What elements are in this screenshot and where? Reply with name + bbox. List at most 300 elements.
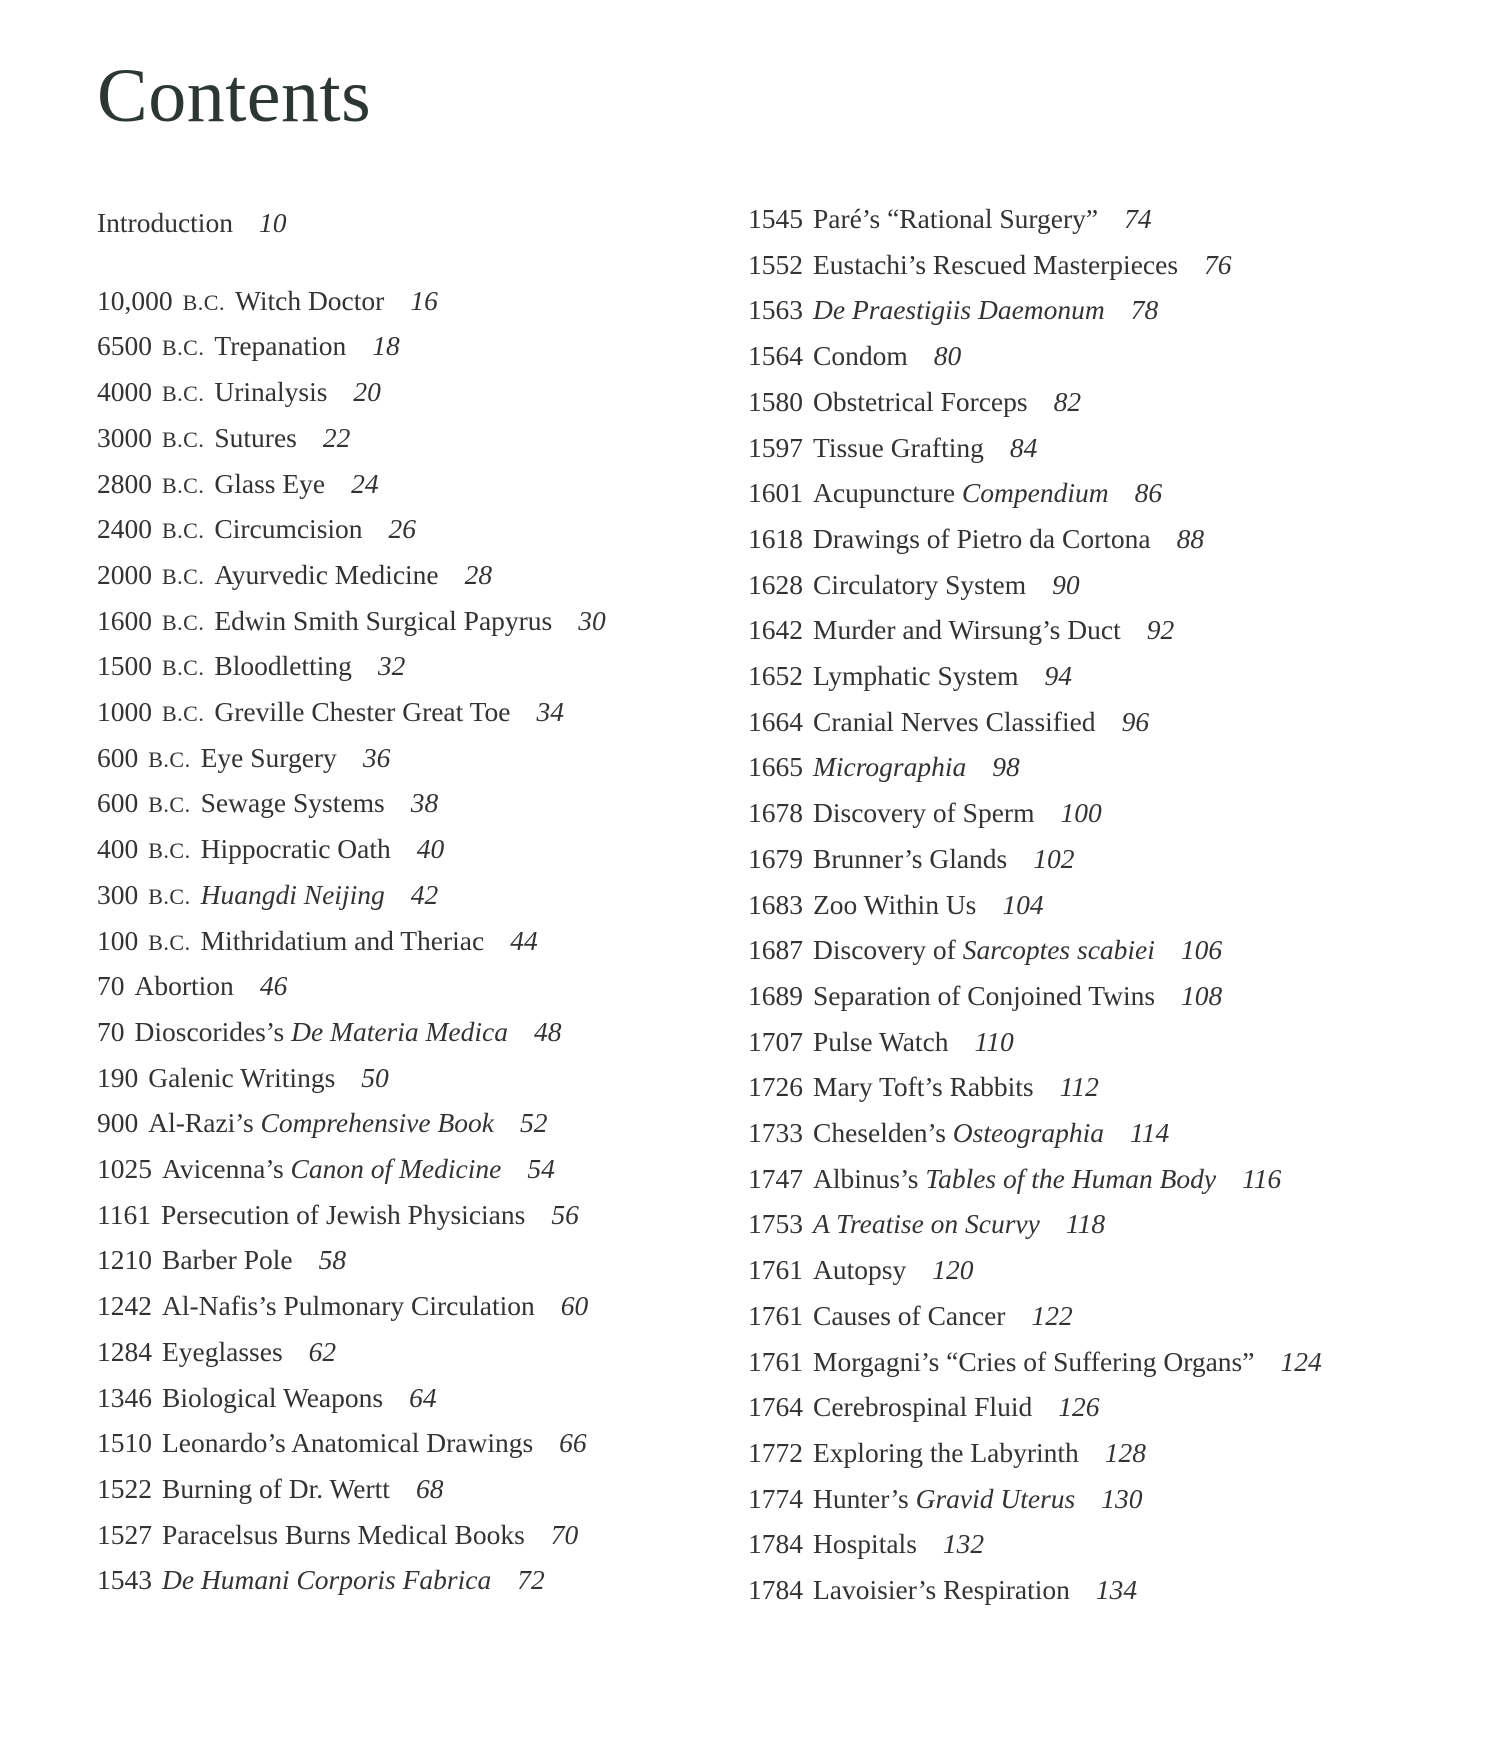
toc-entry-title-segment: Eyeglasses <box>162 1335 283 1367</box>
toc-entry-year: 1600 <box>97 604 152 636</box>
toc-entry-page-number: 66 <box>559 1427 587 1459</box>
toc-entry-title <box>813 843 1007 874</box>
toc-entry-page-number: 52 <box>519 1107 548 1139</box>
toc-entry-year: 1161 <box>97 1198 151 1230</box>
toc-entry-page-number: 44 <box>510 924 538 956</box>
toc-entry-title-segment: Sutures <box>214 421 297 453</box>
toc-entry-title <box>214 559 438 590</box>
toc-entry-title-segment: Morgagni’s “Cries of Suffering Organs” <box>813 1345 1255 1377</box>
toc-entry-title <box>813 477 1109 508</box>
toc-entry-title <box>162 1382 383 1413</box>
toc-entry-year: 1772 <box>748 1436 803 1468</box>
toc-entry-era: B.C. <box>162 426 205 452</box>
toc-entry-page-number: 74 <box>1124 203 1152 234</box>
toc-entry-page-number: 118 <box>1065 1208 1106 1240</box>
toc-entry-era: B.C. <box>182 289 225 315</box>
toc-entry-year: 1284 <box>97 1335 152 1367</box>
toc-entry[interactable] <box>97 467 379 502</box>
toc-entry-title <box>813 1026 949 1057</box>
toc-entry-year: 2000 <box>97 558 152 590</box>
toc-entry-title <box>162 1519 525 1550</box>
toc-entry[interactable] <box>97 652 405 684</box>
toc-entry[interactable] <box>748 522 1205 557</box>
toc-entry-page-number: 94 <box>1044 660 1072 691</box>
toc-entry-title <box>813 432 984 463</box>
toc-entry-page-number: 56 <box>551 1198 579 1230</box>
toc-entry-year: 600 <box>97 787 139 819</box>
toc-entry-title-segment: Lymphatic System <box>813 660 1019 691</box>
toc-entry[interactable] <box>97 332 400 364</box>
toc-entry-year: 1753 <box>748 1208 803 1240</box>
toc-entry-title <box>813 1254 906 1285</box>
toc-entry[interactable] <box>97 698 564 730</box>
toc-entry-title-segment: Tissue Grafting <box>813 431 984 463</box>
toc-entry[interactable] <box>748 1482 1143 1517</box>
toc-entry-title-segment: De Materia Medica <box>291 1015 508 1047</box>
toc-entry-page-number: 38 <box>410 787 439 819</box>
toc-entry-page-number: 70 <box>550 1518 579 1550</box>
toc-entry-year: 1761 <box>748 1299 803 1331</box>
toc-entry-title-segment: Pulse Watch <box>813 1025 949 1057</box>
toc-entry-title-segment: Witch Doctor <box>234 284 385 316</box>
toc-entry-page-number: 22 <box>322 421 351 453</box>
toc-entry-year: 10,000 <box>97 284 173 316</box>
toc-entry-page-number: 80 <box>933 340 962 372</box>
toc-entry[interactable] <box>748 1025 1014 1060</box>
toc-entry-year: 2800 <box>97 467 152 499</box>
toc-entry[interactable] <box>748 296 1158 328</box>
toc-entry[interactable] <box>748 842 1075 877</box>
toc-entry-page-number: 96 <box>1121 705 1150 737</box>
toc-entry-title-segment: Mary Toft’s Rabbits <box>813 1071 1034 1103</box>
toc-entry[interactable] <box>97 878 439 913</box>
toc-entry[interactable] <box>97 835 444 867</box>
toc-entry-title <box>813 523 1151 554</box>
toc-entry[interactable] <box>97 1335 337 1370</box>
toc-entry[interactable] <box>97 972 287 1004</box>
toc-entry[interactable] <box>748 705 1150 740</box>
toc-entry-page-number: 98 <box>992 751 1020 783</box>
toc-entry-title <box>201 833 391 864</box>
toc-entry-year: 1564 <box>748 340 803 372</box>
toc-entry-era: B.C. <box>148 929 191 955</box>
toc-entry-title <box>135 970 234 1001</box>
toc-entry-page-number: 90 <box>1052 568 1080 600</box>
toc-entry-title-segment: Compendium <box>961 477 1109 509</box>
toc-entry[interactable] <box>748 1256 973 1288</box>
toc-entry-title-segment: Mithridatium and Theriac <box>200 924 485 956</box>
toc-entry-year: 100 <box>97 924 139 956</box>
toc-entry-title-segment: Barber Pole <box>162 1244 293 1276</box>
toc-entry-year: 1545 <box>748 203 803 234</box>
toc-entry-title <box>813 340 908 371</box>
toc-entry[interactable] <box>97 1429 587 1461</box>
toc-entry-year: 1642 <box>748 614 803 646</box>
toc-entry-title <box>161 1199 525 1230</box>
toc-entry-title-segment: Separation of Conjoined Twins <box>813 979 1156 1011</box>
toc-entry[interactable] <box>748 616 1174 648</box>
toc-entry-title <box>162 1427 533 1458</box>
toc-entry[interactable] <box>97 1198 579 1233</box>
toc-entry-title <box>813 1483 1075 1514</box>
toc-entry-year: 1687 <box>748 934 803 966</box>
toc-entry[interactable] <box>748 1119 1169 1151</box>
toc-entry-page-number: 54 <box>527 1153 555 1184</box>
toc-entry-year: 1664 <box>748 705 803 737</box>
toc-entry-title <box>813 660 1018 691</box>
toc-entry[interactable] <box>748 1210 1105 1242</box>
toc-entry-year: 1601 <box>748 477 803 509</box>
toc-entry-title-segment: Discovery of Sperm <box>813 797 1035 829</box>
toc-entry-title-segment: Biological Weapons <box>162 1381 384 1413</box>
toc-entry[interactable] <box>97 604 606 639</box>
toc-entry-title-segment: Eustachi’s Rescued Masterpieces <box>813 248 1179 280</box>
toc-entry-year: 1000 <box>97 696 152 727</box>
toc-entry-title-segment: Abortion <box>134 970 234 1002</box>
toc-entry-page-number: 58 <box>318 1244 347 1276</box>
toc-entry-year: 1242 <box>97 1290 152 1322</box>
toc-entry-title <box>162 1564 491 1595</box>
toc-entry-page-number: 28 <box>464 558 493 590</box>
toc-entry-title-segment: Cranial Nerves Classified <box>813 705 1096 737</box>
toc-entry-title-segment: Discovery of <box>813 934 963 966</box>
toc-entry[interactable] <box>97 284 438 319</box>
toc-entry-page-number: 116 <box>1242 1162 1282 1194</box>
toc-entry-page-number: 24 <box>351 467 379 499</box>
toc-entry-title-segment: Osteographia <box>952 1117 1105 1148</box>
toc-entry-page-number: 122 <box>1031 1299 1073 1331</box>
toc-entry[interactable] <box>748 385 1082 420</box>
toc-entry[interactable] <box>748 205 1152 237</box>
toc-entry-title <box>201 879 385 910</box>
toc-entry-page-number: 68 <box>415 1472 444 1504</box>
toc-entry[interactable] <box>748 1393 1099 1425</box>
toc-entry-title <box>813 797 1034 828</box>
toc-entry-title-segment: Autopsy <box>813 1254 907 1286</box>
toc-entry-year: 1025 <box>97 1153 152 1184</box>
toc-entry[interactable] <box>748 1073 1099 1105</box>
toc-entry-title-segment: Edwin Smith Surgical Papyrus <box>214 604 553 636</box>
toc-entry[interactable] <box>748 1299 1073 1334</box>
toc-entry-page-number: 110 <box>974 1025 1014 1057</box>
toc-entry-page-number: 92 <box>1146 614 1175 646</box>
toc-entry-year: 1543 <box>97 1564 152 1596</box>
toc-entry[interactable] <box>97 421 351 456</box>
toc-entry-title <box>135 1016 508 1047</box>
toc-entry-page-number: 16 <box>410 284 438 316</box>
toc-entry-title <box>813 706 1096 737</box>
toc-entry-era: B.C. <box>148 746 191 772</box>
toc-entry-year: 1597 <box>748 431 803 463</box>
toc-entry[interactable] <box>748 1530 984 1562</box>
toc-entry-title-segment: Introduction <box>97 207 233 238</box>
toc-entry[interactable] <box>97 558 493 593</box>
toc-entry-year: 6500 <box>97 330 152 362</box>
toc-entry-title-segment: Circulatory System <box>813 568 1027 600</box>
toc-entry-year: 2400 <box>97 513 152 545</box>
toc-entry-year: 1563 <box>748 294 803 326</box>
toc-entry-year: 3000 <box>97 421 152 453</box>
toc-entry-era: B.C. <box>162 381 205 407</box>
toc-entry-title-segment: Canon of Medicine <box>290 1153 502 1184</box>
toc-entry-year: 1761 <box>748 1345 803 1377</box>
toc-entry-year: 1665 <box>748 751 803 783</box>
toc-entry-title <box>201 742 337 773</box>
toc-entry[interactable] <box>748 479 1162 511</box>
toc-entry-title-segment: Cheselden’s <box>813 1117 953 1148</box>
toc-entry-title-segment: Albinus’s <box>813 1162 926 1194</box>
toc-entry-page-number: 60 <box>560 1290 589 1322</box>
toc-entry[interactable] <box>97 378 381 410</box>
toc-entry[interactable] <box>748 342 961 374</box>
toc-entry-title <box>214 650 352 681</box>
toc-entry-page-number: 32 <box>377 650 406 682</box>
toc-entry-era: B.C. <box>148 792 191 818</box>
toc-entry-title-segment: Persecution of Jewish Physicians <box>160 1198 526 1230</box>
toc-entry[interactable] <box>97 515 416 547</box>
toc-entry-title-segment: Urinalysis <box>214 376 328 408</box>
toc-entry-year: 70 <box>97 970 125 1002</box>
toc-entry[interactable] <box>748 568 1080 603</box>
toc-entry-title-segment: Paracelsus Burns Medical Books <box>162 1518 525 1550</box>
toc-entry-title-segment: Ayurvedic Medicine <box>214 558 439 590</box>
toc-entry-year: 1628 <box>748 568 803 600</box>
toc-entry-title-segment: Eye Surgery <box>200 741 337 773</box>
toc-entry-title <box>162 1153 501 1184</box>
toc-entry-page-number: 104 <box>1002 888 1044 920</box>
toc-entry-title <box>813 249 1178 280</box>
toc-entry[interactable] <box>748 1436 1147 1471</box>
toc-entry[interactable] <box>97 1155 555 1187</box>
toc-entry[interactable] <box>97 1292 588 1324</box>
toc-entry-title-segment: Hippocratic Oath <box>200 833 391 865</box>
toc-entry-year: 1761 <box>748 1254 803 1286</box>
toc-entry-title <box>214 605 552 636</box>
toc-entry-title-segment: De Humani Corporis Fabrica <box>162 1564 492 1596</box>
toc-entry-title <box>813 1208 1040 1239</box>
toc-entry-page-number: 72 <box>517 1564 545 1596</box>
toc-entry[interactable] <box>748 888 1044 923</box>
toc-entry-title-segment: Bloodletting <box>214 650 352 682</box>
toc-entry-page-number: 42 <box>410 878 439 910</box>
toc-entry-title-segment: Sewage Systems <box>200 787 385 819</box>
toc-entry-year: 1774 <box>748 1482 803 1514</box>
toc-entry-page-number: 10 <box>258 207 287 238</box>
toc-entry-title <box>813 751 966 782</box>
toc-entry-era: B.C. <box>162 472 205 498</box>
toc-entry-year: 1726 <box>748 1071 803 1103</box>
toc-entry-title <box>813 1528 917 1559</box>
toc-entry[interactable] <box>748 936 1222 968</box>
toc-entry-title <box>235 285 384 316</box>
toc-entry[interactable] <box>97 1015 562 1050</box>
toc-entry-title-segment: Hunter’s <box>813 1482 916 1514</box>
toc-entry-title <box>162 1473 390 1504</box>
toc-entry-page-number: 88 <box>1176 522 1205 554</box>
toc-entry-title-segment: Hospitals <box>813 1528 917 1560</box>
toc-entry-title <box>813 1391 1032 1422</box>
toc-entry-title <box>813 1163 1216 1194</box>
toc-entry-title-segment: Acupuncture <box>813 477 962 509</box>
toc-entry-title <box>813 1346 1254 1377</box>
toc-entry-page-number: 112 <box>1059 1071 1099 1103</box>
toc-entry-title <box>162 1290 535 1321</box>
toc-entry-year: 1784 <box>748 1528 803 1560</box>
toc-entry-title <box>201 787 385 818</box>
toc-entry-title <box>813 1574 1070 1605</box>
toc-entry-era: B.C. <box>162 563 205 589</box>
toc-entry-title-segment: Exploring the Labyrinth <box>813 1436 1079 1468</box>
toc-entry-page-number: 120 <box>932 1254 974 1286</box>
toc-entry-title <box>148 1062 335 1093</box>
toc-entry[interactable] <box>97 1472 444 1507</box>
toc-entry-title-segment: Glass Eye <box>214 467 326 499</box>
toc-entry-title-segment: Dioscorides’s <box>134 1015 292 1047</box>
toc-entry-year: 190 <box>97 1061 139 1093</box>
toc-entry-page-number: 78 <box>1130 294 1159 326</box>
toc-entry[interactable] <box>97 1061 389 1096</box>
toc-entry-year: 1683 <box>748 888 803 920</box>
toc-entry-title-segment: Murder and Wirsung’s Duct <box>813 614 1121 646</box>
page-title: Contents <box>97 54 372 138</box>
toc-entry[interactable] <box>97 1518 579 1553</box>
toc-entry-year: 1522 <box>97 1472 152 1504</box>
toc-entry[interactable] <box>97 741 391 776</box>
toc-entry-page-number: 128 <box>1104 1436 1147 1468</box>
toc-entry-title <box>214 513 362 544</box>
toc-entry-era: B.C. <box>148 883 191 909</box>
toc-entry-year: 4000 <box>97 376 152 408</box>
toc-entry-title-segment: Obstetrical Forceps <box>813 385 1028 417</box>
toc-entry-title-segment: Al-Razi’s <box>148 1107 261 1139</box>
toc-entry[interactable] <box>97 209 286 241</box>
toc-entry-year: 1747 <box>748 1162 803 1194</box>
toc-entry-page-number: 30 <box>578 604 606 636</box>
toc-entry-title-segment: Zoo Within Us <box>813 888 977 920</box>
toc-entry-year: 1210 <box>97 1244 152 1276</box>
toc-entry-title-segment: Micrographia <box>813 751 967 783</box>
toc-entry[interactable] <box>748 979 1223 1014</box>
toc-entry-page-number: 34 <box>536 696 564 727</box>
toc-entry-page-number: 126 <box>1058 1391 1100 1423</box>
toc-entry-page-number: 36 <box>362 741 391 773</box>
toc-entry-title-segment: Circumcision <box>214 513 363 545</box>
toc-entry-page-number: 50 <box>361 1061 389 1093</box>
toc-entry-year: 300 <box>97 878 139 910</box>
toc-entry-year: 1707 <box>748 1025 803 1057</box>
toc-entry[interactable] <box>748 1162 1282 1197</box>
toc-entry-title <box>214 376 327 407</box>
toc-entry-title-segment: Lavoisier’s Respiration <box>813 1574 1070 1605</box>
toc-entry-page-number: 108 <box>1181 979 1223 1011</box>
toc-entry[interactable] <box>97 924 538 959</box>
toc-entry-year: 1527 <box>97 1518 152 1550</box>
toc-entry-year: 400 <box>97 833 139 865</box>
toc-entry-title-segment: Galenic Writings <box>148 1061 336 1093</box>
toc-entry-title-segment: Drawings of Pietro da Cortona <box>813 522 1151 554</box>
toc-entry[interactable] <box>748 799 1102 831</box>
toc-entry[interactable] <box>748 1345 1322 1380</box>
toc-entry-title-segment: Al-Nafis’s Pulmonary Circulation <box>162 1290 535 1322</box>
toc-entry-title <box>162 1244 293 1275</box>
toc-entry-title-segment: Gravid Uterus <box>915 1482 1076 1514</box>
toc-entry-era: B.C. <box>162 701 205 726</box>
toc-entry-title <box>813 1300 1005 1331</box>
toc-entry[interactable] <box>97 789 438 821</box>
toc-entry-era: B.C. <box>162 518 205 544</box>
toc-entry-page-number: 46 <box>259 970 288 1002</box>
toc-entry[interactable] <box>97 1246 346 1278</box>
toc-entry-title <box>214 422 297 453</box>
toc-entry-title <box>813 614 1121 645</box>
toc-entry-title-segment: Causes of Cancer <box>813 1299 1006 1331</box>
toc-entry[interactable] <box>97 1566 545 1598</box>
toc-entry-title <box>813 569 1026 600</box>
toc-entry-title <box>813 1071 1034 1102</box>
toc-entry-page-number: 26 <box>388 513 417 545</box>
toc-entry-title <box>214 330 346 361</box>
toc-entry-page-number: 18 <box>372 330 400 362</box>
toc-entry-title-segment: Avicenna’s <box>162 1153 291 1184</box>
toc-entry-title-segment: Huangdi Neijing <box>200 878 385 910</box>
toc-entry-era: B.C. <box>162 335 205 361</box>
toc-entry-title <box>813 889 976 920</box>
toc-entry-page-number: 124 <box>1280 1345 1322 1377</box>
toc-entry-year: 1346 <box>97 1381 152 1413</box>
toc-entry-page-number: 102 <box>1033 842 1075 874</box>
toc-entry-year: 900 <box>97 1107 139 1139</box>
toc-entry-title-segment: Burning of Dr. Wertt <box>162 1472 390 1504</box>
toc-entry-page-number: 62 <box>308 1335 337 1367</box>
toc-entry-title-segment: De Praestigiis Daemonum <box>813 294 1105 326</box>
toc-entry-page-number: 130 <box>1101 1482 1143 1514</box>
toc-entry-year: 1689 <box>748 979 803 1011</box>
toc-entry-title <box>97 207 233 238</box>
toc-entry-year: 600 <box>97 741 139 773</box>
toc-entry-title <box>214 696 510 727</box>
toc-entry-year: 1500 <box>97 650 152 682</box>
toc-entry-page-number: 100 <box>1060 797 1102 829</box>
toc-entry[interactable] <box>97 1109 547 1141</box>
toc-entry[interactable] <box>748 662 1072 694</box>
toc-entry-title <box>813 386 1028 417</box>
toc-entry-year: 1580 <box>748 385 803 417</box>
toc-entry-year: 1678 <box>748 797 803 829</box>
toc-entry-page-number: 40 <box>416 833 445 865</box>
toc-entry-title-segment: Brunner’s Glands <box>813 842 1008 874</box>
toc-entry-title-segment: Greville Chester Great Toe <box>214 696 511 727</box>
toc-entry-title <box>813 980 1155 1011</box>
toc-entry[interactable] <box>748 753 1020 785</box>
toc-entry-title-segment: Condom <box>813 340 908 372</box>
toc-entry-year: 1552 <box>748 248 803 280</box>
toc-entry-page-number: 86 <box>1134 477 1163 509</box>
toc-entry-title-segment: Trepanation <box>214 330 347 362</box>
toc-entry-year: 1764 <box>748 1391 803 1423</box>
toc-entry-title <box>201 925 485 956</box>
toc-entry-title-segment: Tables of the Human Body <box>925 1162 1217 1194</box>
toc-entry[interactable] <box>748 431 1038 466</box>
toc-entry[interactable] <box>748 1576 1137 1608</box>
toc-entry[interactable] <box>97 1381 437 1416</box>
toc-entry-title <box>813 203 1098 234</box>
toc-entry-title-segment: Leonardo’s Anatomical Drawings <box>162 1427 534 1459</box>
toc-entry-year: 1733 <box>748 1117 803 1148</box>
toc-entry-page-number: 76 <box>1204 248 1232 280</box>
toc-entry-title-segment: A Treatise on Scurvy <box>813 1208 1040 1240</box>
toc-entry-era: B.C. <box>148 838 191 864</box>
toc-entry[interactable] <box>748 248 1232 283</box>
